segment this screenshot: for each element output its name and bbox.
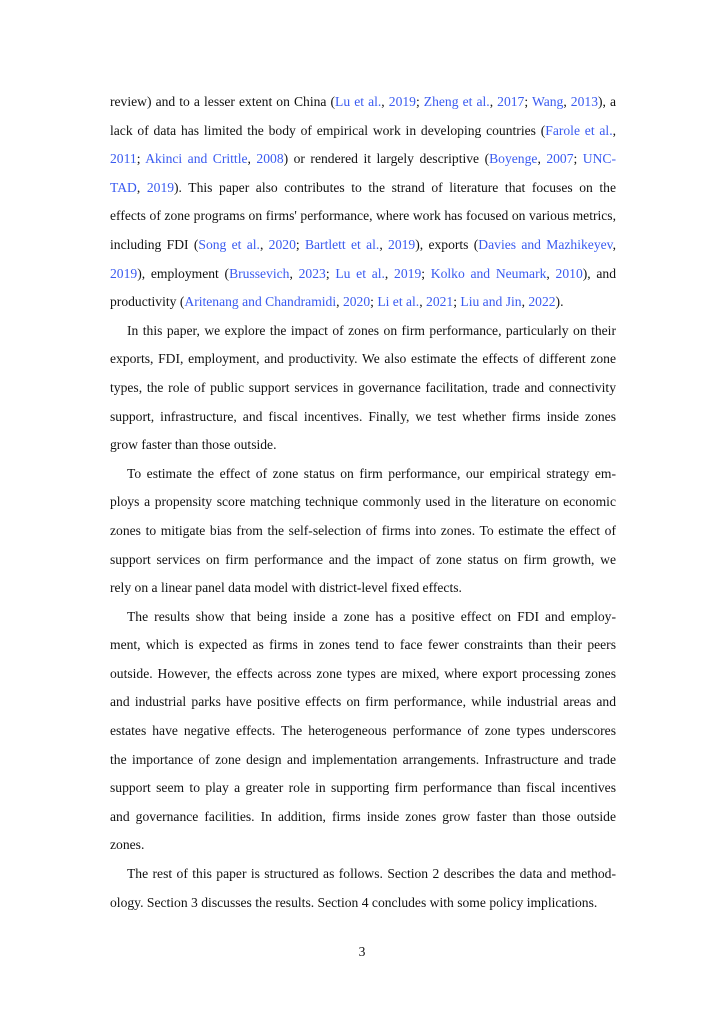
text-segment: rely on a linear panel data model with district-level fixed effects. (110, 580, 462, 596)
text-line (110, 893, 616, 922)
text-segment: ). (555, 294, 564, 310)
citation-link[interactable]: 2022 (528, 294, 556, 310)
text-line (110, 550, 616, 579)
text-line (110, 864, 616, 893)
body-text (110, 92, 616, 921)
paragraph (110, 92, 616, 321)
citation-link[interactable]: 2020 (342, 294, 371, 310)
text-segment: review) and to a lesser extent on China ( (110, 94, 336, 109)
text-line (110, 721, 616, 750)
citation-link[interactable]: Aritenang and Chandramidi (184, 294, 337, 310)
text-segment: ; (325, 265, 336, 281)
text-segment: ; (524, 94, 532, 109)
paragraph (110, 464, 616, 607)
text-segment: ; (136, 151, 146, 167)
citation-link[interactable]: Akinci and Crittle (145, 151, 248, 167)
text-segment: ), and (582, 265, 617, 281)
citation-link[interactable]: 2017 (497, 94, 525, 109)
text-segment: exports, FDI, employment, and productivity. We also estimate the effects of different zone (110, 351, 616, 367)
text-segment: To estimate the effect of zone status on firm performance, our empirical strategy em- (127, 465, 616, 481)
text-segment: ment, which is expected as firms in zones tend to face fewer constraints than their peers (110, 637, 616, 653)
text-line (110, 92, 616, 121)
citation-link[interactable]: Liu and Jin (460, 294, 522, 310)
text-segment: , (521, 294, 529, 310)
text-segment: ), a (597, 94, 617, 109)
citation-link[interactable]: Lu et al. (335, 94, 382, 109)
citation-link[interactable]: 2008 (256, 151, 284, 167)
text-line (110, 378, 616, 407)
text-segment: the importance of zone design and implementation arrangements. Infrastructure and trade (110, 751, 616, 767)
text-segment: and governance facilities. In addition, firms inside zones grow faster than those outside (110, 808, 616, 824)
text-segment: ; (370, 294, 378, 310)
text-segment: , (336, 294, 343, 310)
citation-link[interactable]: Lu et al. (335, 265, 385, 281)
text-segment: grow faster than those outside. (110, 437, 277, 453)
citation-link[interactable]: 2019 (388, 236, 416, 252)
text-line (110, 778, 616, 807)
text-segment: ploys a propensity score matching technique commonly used in the literature on economic (110, 494, 616, 510)
text-segment: and industrial parks have positive effects on firm performance, while industrial areas and (110, 694, 616, 710)
text-line (110, 807, 616, 836)
text-segment: , (489, 94, 498, 109)
text-line (110, 149, 616, 178)
text-line (110, 407, 616, 436)
citation-link[interactable]: 2011 (110, 151, 137, 167)
text-line (110, 206, 616, 235)
citation-link[interactable]: Li et al. (377, 294, 420, 310)
page-number: 3 (358, 944, 366, 959)
text-segment: support services on firm performance and the impact of zone status on firm growth, we (110, 551, 616, 567)
text-line (110, 349, 616, 378)
text-line (110, 121, 616, 150)
citation-link[interactable]: 2020 (268, 236, 296, 252)
text-line (110, 178, 616, 207)
citation-link[interactable]: 2021 (426, 294, 454, 310)
text-line (110, 292, 616, 321)
text-line (110, 321, 616, 350)
text-segment: , (381, 94, 389, 109)
text-segment: , (247, 151, 257, 167)
citation-link[interactable]: Kolko and Neumark (430, 265, 547, 281)
citation-link[interactable]: Brussevich (229, 265, 290, 281)
text-line (110, 664, 616, 693)
text-segment: ), employment ( (137, 265, 230, 281)
text-segment: types, the role of public support services in governance facilitation, trade and connectivity (110, 379, 616, 395)
text-segment: , (612, 122, 617, 138)
text-segment: , (289, 265, 299, 281)
citation-link[interactable]: Zheng et al. (423, 94, 490, 109)
text-segment: , (612, 236, 616, 252)
text-segment: , (537, 151, 547, 167)
citation-link[interactable]: 2023 (298, 265, 326, 281)
text-segment: ; (295, 236, 305, 252)
text-segment: , (384, 265, 395, 281)
text-segment: , (419, 294, 427, 310)
citation-link[interactable]: 2019 (110, 265, 138, 281)
text-line (110, 835, 616, 864)
text-segment: The results show that being inside a zone has a positive effect on FDI and employ- (127, 608, 616, 624)
citation-link[interactable]: 2007 (546, 151, 574, 167)
citation-link[interactable]: 2019 (146, 179, 175, 195)
paragraph (110, 864, 616, 921)
text-line (110, 235, 616, 264)
text-segment: zones to mitigate bias from the self-selection of firms into zones. To estimate the effect of (110, 522, 616, 538)
text-line (110, 750, 616, 779)
text-segment: , (136, 179, 147, 195)
text-line (110, 492, 616, 521)
text-line (110, 692, 616, 721)
citation-link[interactable]: UNC- (582, 151, 617, 167)
text-segment: In this paper, we explore the impact of zones on firm performance, particularly on their (127, 322, 616, 338)
citation-link[interactable]: 2019 (388, 94, 416, 109)
text-segment: including FDI ( (110, 236, 199, 252)
text-segment: ; (421, 265, 431, 281)
citation-link[interactable]: 2010 (555, 265, 583, 281)
citation-link[interactable]: Davies and Mazhikeyev (478, 236, 613, 252)
citation-link[interactable]: Boyenge (489, 151, 538, 167)
text-segment: , (546, 265, 556, 281)
text-segment: support, infrastructure, and fiscal incentives. Finally, we test whether firms inside zones (110, 408, 616, 424)
text-segment: , (563, 94, 571, 109)
text-segment: effects of zone programs on firms' performance, where work has focused on various metrics, (110, 208, 616, 224)
text-segment: ology. Section 3 discusses the results. Section 4 concludes with some policy implications. (110, 894, 598, 910)
text-segment: estates have negative effects. The heterogeneous performance of zone types underscores (110, 723, 616, 739)
text-line (110, 464, 616, 493)
text-segment: lack of data has limited the body of empirical work in developing countries ( (110, 122, 546, 138)
citation-link[interactable]: Song et al. (198, 236, 260, 252)
paragraph (110, 607, 616, 864)
citation-link[interactable]: Wang (531, 94, 564, 109)
text-line (110, 264, 616, 293)
text-segment: outside. However, the effects across zone types are mixed, where export processing zones (110, 665, 616, 681)
text-segment: , (379, 236, 389, 252)
text-line (110, 578, 616, 607)
text-segment: The rest of this paper is structured as follows. Section 2 describes the data and method- (127, 866, 616, 882)
citation-link[interactable]: 2013 (570, 94, 598, 109)
citation-link[interactable]: TAD (110, 179, 137, 195)
text-segment: ) or rendered it largely descriptive ( (283, 151, 490, 167)
text-line (110, 435, 616, 464)
text-segment: ). This paper also contributes to the strand of literature that focuses on the (174, 179, 617, 195)
text-segment: support seem to play a greater role in supporting firm performance than fiscal incentives (110, 780, 616, 796)
text-line (110, 607, 616, 636)
text-line (110, 521, 616, 550)
text-segment: , (259, 236, 269, 252)
citation-link[interactable]: 2019 (394, 265, 422, 281)
citation-link[interactable]: Farole et al. (545, 122, 613, 138)
text-line (110, 635, 616, 664)
text-segment: zones. (110, 837, 145, 853)
text-segment: productivity ( (110, 294, 185, 310)
text-segment: ; (573, 151, 583, 167)
text-segment: ; (415, 94, 424, 109)
text-segment: ; (453, 294, 461, 310)
citation-link[interactable]: Bartlett et al. (304, 236, 380, 252)
text-segment: ), exports ( (415, 236, 479, 252)
paragraph (110, 321, 616, 464)
